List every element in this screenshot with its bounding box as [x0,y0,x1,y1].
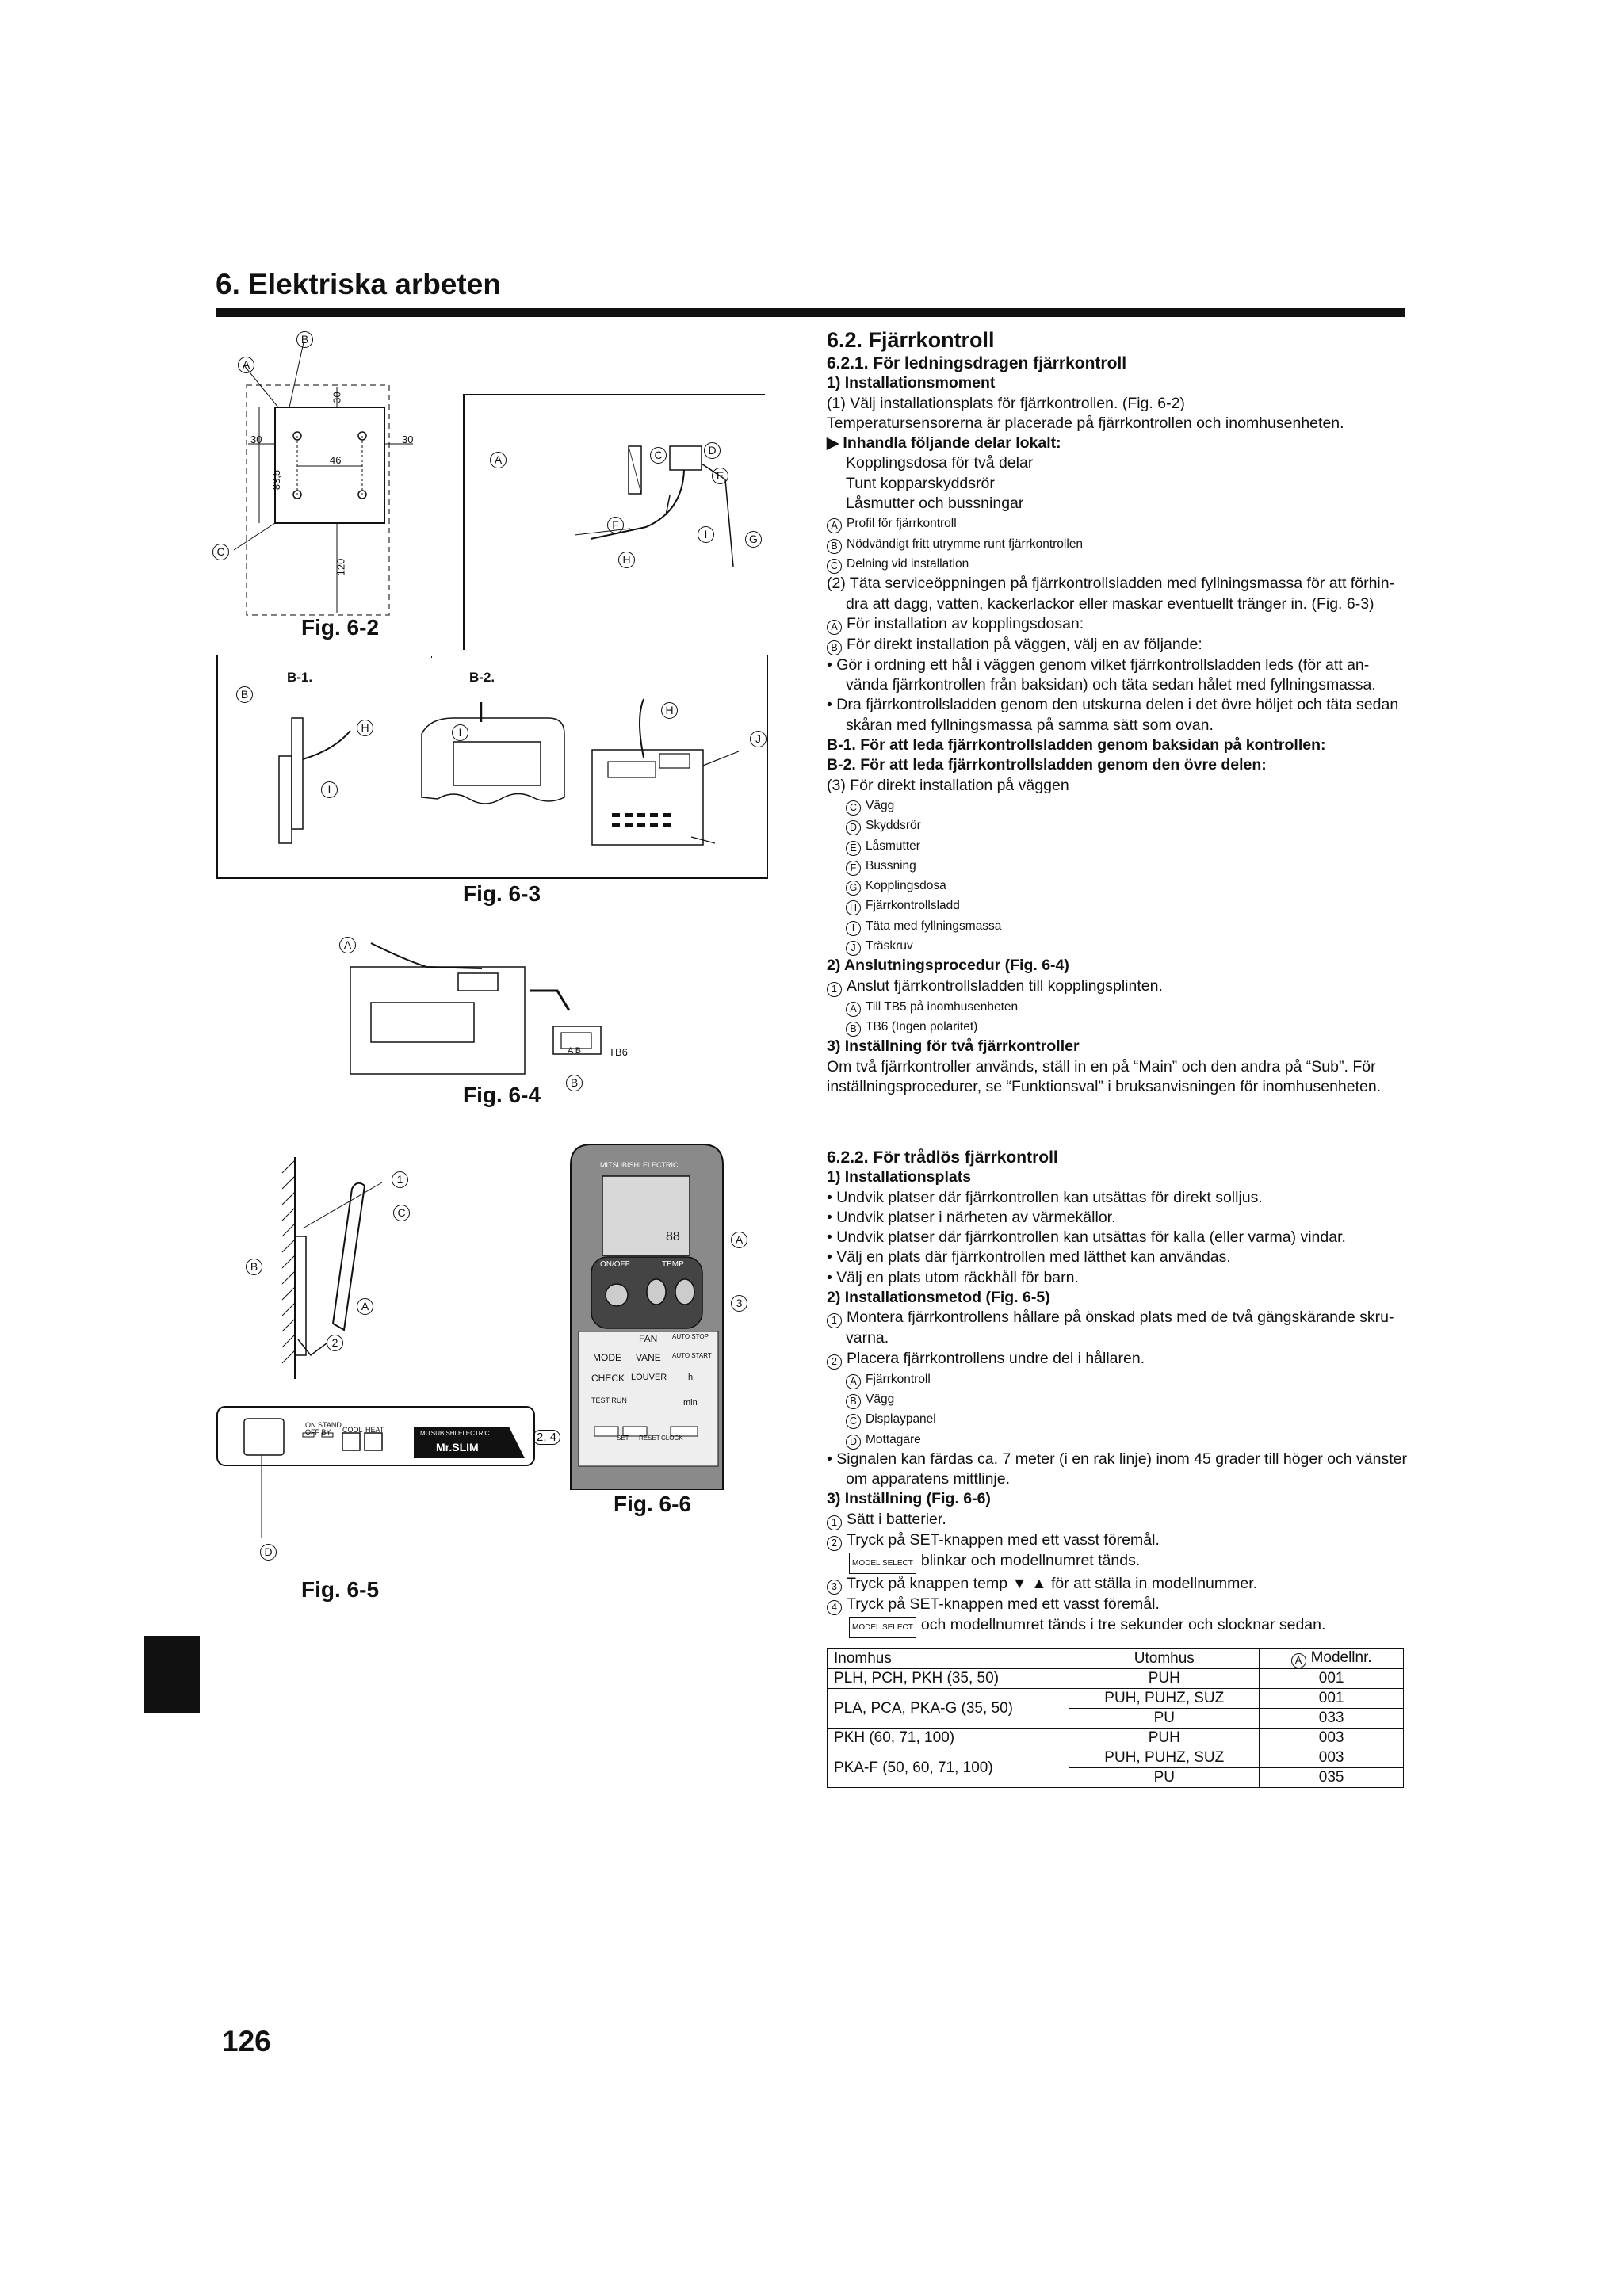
remote-test-run[interactable]: TEST RUN [591,1396,627,1404]
legend-item: Skyddsrör [866,819,921,833]
legend-item: Till TB5 på inomhusenheten [866,999,1019,1014]
figure-label: Fig. 6-3 [463,881,541,906]
cell: 003 [1260,1748,1404,1768]
table-row [828,1748,1404,1768]
marker-c: C [650,447,667,464]
fig-6-3-frame [216,655,770,884]
remote-reset[interactable]: RESET [639,1435,660,1442]
receiver-cool: COOL [342,1426,363,1434]
marker-2-4: 2, 4 [533,1430,560,1445]
remote-auto-start[interactable]: AUTO START [672,1352,712,1359]
bullet: Signalen kan färdas ca. 7 meter (i en rak linje) inom 45 grader till höger och vänster [836,1450,1407,1468]
bullet: Undvik platser i närheten av värmekällor. [836,1208,1116,1226]
section-6-2-2: 6.2.2. För trådlös fjärrkontroll 1) Installationsplats • Undvik platser där fjärrkontrollen kan utsättas för direkt solljus. • Undvik platser i närheten av värmekällor. • Undvik platser där fjärrkontrollen kan utsättas för kalla (eller varma) vindar. • Välj en plats där fjärrkontrollen med lätthet kan användas. • Välj en plats utom räckhåll för barn. 2) Installationsmetod (Fig. 6-5) 1 Montera fjärrkontrollens hållare på önskad plats med de två gängskärande skru- varna. 2 Placera fjärrkontrollens undre del i hållaren. A Fjärrkontroll B Vägg C Displaypanel D Mottagare • Signalen kan färdas ca. 7 meter (i en rak linje) inom 45 grader till höger och vänster om apparatens mittlinje. 3) Inställning (Fig. 6-6) 1 Sätt i batterier. 2 Tryck på SET-knappen med ett vasst föremål. MODEL SELECT blinkar och modellnumret tänds. 3 Tryck på knappen temp ▼ ▲ för att ställa in modellnummer. 4 Tryck på SET-knappen med ett vasst föremål. MODEL SELECT och modellnumret tänds i tre sekunder och slocknar sedan. [827,1148,1405,1638]
bullet: Undvik platser där fjärrkontrollen kan utsättas för kalla (eller varma) vindar. [836,1228,1346,1247]
section-title: 6. Elektriska arbeten [216,268,501,300]
cell: PUH, PUHZ, SUZ [1069,1689,1260,1709]
paragraph: Temperatursensorerna är placerade på fjärrkontrollen och inomhusenheten. [827,414,1344,432]
figure-label: Fig. 6-2 [301,615,380,640]
cell: PU [1069,1768,1260,1788]
bullet: Dra fjärrkontrollsladden genom den utskurna delen i det övre höljet och täta sedan [836,696,1399,714]
paragraph: För installation av kopplingsdosan: [847,614,1084,632]
remote-onoff: ON/OFF [600,1260,630,1269]
marker-a: A [731,1232,747,1248]
marker-b: B [296,331,313,348]
table-row [828,1689,1404,1709]
marker-j: J [750,731,767,747]
step-heading: 3) Inställning för två fjärrkontroller [827,1037,1080,1056]
model-number-table [827,1648,1404,1788]
list-item: Kopplingsdosa för två delar [846,454,1034,472]
paragraph: (1) Välj installationsplats för fjärrkontrollen. (Fig. 6-2) [827,394,1185,412]
cell: PUH, PUHZ, SUZ [1069,1748,1260,1768]
paragraph: Tryck på knappen temp [847,1575,1008,1593]
step-heading: 2) Installationsmetod (Fig. 6-5) [827,1289,1050,1307]
marker-b: B [566,1075,583,1091]
terminal-label: TB6 [609,1046,628,1058]
dim-label: 30 [402,434,414,445]
paragraph: (3) För direkt installation på väggen [827,776,1069,794]
marker-a: A [490,452,507,468]
dim-label: 30 [250,434,262,445]
subheading: 6.2.2. För trådlös fjärrkontroll [827,1148,1058,1167]
table-row [828,1669,1404,1689]
receiver-on-standby: ON STAND [305,1421,342,1429]
marker-3: 3 [731,1295,747,1312]
dim-label: 83,5 [270,469,283,491]
paragraph: För direkt installation på väggen, välj en av följande: [847,635,1202,653]
marker-a: A [238,357,254,373]
legend-item: Fjärrkontrollsladd [866,899,960,913]
section-divider [216,308,1405,317]
remote-louver[interactable]: LOUVER [631,1373,667,1382]
marker-i: I [452,724,468,741]
legend-item: Vägg [866,1392,895,1406]
paragraph: Anslut fjärrkontrollsladden till kopplingsplinten. [847,976,1163,995]
cell: 001 [1260,1689,1404,1709]
marker-h: H [661,702,678,719]
bullet-cont: om apparatens mittlinje. [846,1470,1011,1488]
legend-item: Vägg [866,798,895,812]
legend-item: Mottagare [866,1432,921,1446]
subheading: 6.2.1. För ledningsdragen fjärrkontroll [827,354,1127,372]
header-cell: A Modellnr. [1260,1649,1404,1669]
b2-heading: B-2. För att leda fjärrkontrollsladden genom den övre delen: [827,756,1267,774]
cell: 033 [1260,1709,1404,1729]
dim-label: 46 [330,454,342,466]
cell: PLA, PCA, PKA-G (35, 50) [828,1689,1069,1729]
legend-item: Nödvändigt fritt utrymme runt fjärrkontrollen [847,537,1084,551]
remote-fan[interactable]: FAN [639,1333,658,1344]
list-item: Låsmutter och bussningar [846,495,1024,513]
marker-a: A [357,1298,373,1315]
receiver-model: Mr.SLIM [436,1441,479,1454]
marker-a: A [339,937,356,953]
paragraph: och modellnumret tänds i tre sekunder och slocknar sedan. [920,1616,1326,1634]
terminal-ab: A B [568,1046,582,1056]
receiver-off-by: OFF BY [305,1428,331,1436]
temp-down-icon: ▼ [1011,1575,1027,1593]
marker-b: B [246,1259,262,1275]
marker-i: I [321,781,338,798]
legend-item: TB6 (Ingen polaritet) [866,1019,978,1033]
fig-6-2-wall-box [432,392,765,662]
cell: 003 [1260,1729,1404,1748]
cell: PUH [1069,1669,1260,1689]
cell: PUH [1069,1729,1260,1748]
figure-label: Fig. 6-6 [614,1492,692,1516]
model-select-tag: MODEL SELECT [849,1617,916,1638]
fig-6-5-diagram [216,1141,549,1538]
paragraph: Om två fjärrkontroller används, ställ in en på “Main” och den andra på “Sub”. För [827,1057,1376,1075]
remote-clock[interactable]: CLOCK [661,1435,683,1442]
bullet: Välj en plats där fjärrkontrollen med lätthet kan användas. [836,1248,1231,1266]
paragraph: för att ställa in modellnummer. [1050,1575,1258,1593]
remote-auto-stop[interactable]: AUTO STOP [672,1333,709,1340]
legend-item: Displaypanel [866,1412,936,1427]
cell: PKA-F (50, 60, 71, 100) [828,1748,1069,1788]
paragraph: Tryck på SET-knappen med ett vasst föremål. [847,1530,1160,1549]
dim-label: 30 [331,392,343,403]
bullet: Gör i ordning ett hål i väggen genom vilket fjärrkontrollsladden leds (för att an- [836,655,1370,674]
paragraph: blinkar och modellnumret tänds. [920,1551,1141,1569]
cell: PLH, PCH, PKH (35, 50) [828,1669,1069,1689]
remote-min: min [683,1398,698,1408]
remote-set[interactable]: SET [617,1435,629,1442]
remote-h: h [688,1373,694,1382]
header-cell: Utomhus [1069,1649,1260,1669]
temp-up-icon: ▲ [1031,1575,1047,1593]
bullet-cont: skåran med fyllningsmassa på samma sätt som ovan. [846,716,1214,734]
marker-2: 2 [327,1335,343,1351]
buy-heading-text: Inhandla följande delar lokalt: [843,434,1061,453]
marker-f: F [607,517,624,533]
figure-label: Fig. 6-4 [463,1083,541,1107]
table-row [828,1729,1404,1748]
figure-label: Fig. 6-5 [301,1577,380,1602]
marker-d: D [260,1544,277,1561]
step-heading: 1) Installationsplats [827,1168,972,1186]
legend-item: Täta med fyllningsmassa [866,919,1002,933]
legend-item: Träskruv [866,939,913,953]
cell: PKH (60, 71, 100) [828,1729,1069,1748]
remote-temp: TEMP [662,1260,684,1269]
receiver-heat: HEAT [365,1426,384,1434]
remote-mode[interactable]: MODE [593,1352,621,1363]
paragraph: Placera fjärrkontrollens undre del i hållaren. [847,1349,1145,1367]
legend-item: Delning vid installation [847,556,969,571]
step-heading: 1) Installationsmoment [827,374,996,392]
legend-item: Bussning [866,858,916,873]
cell: 035 [1260,1768,1404,1788]
marker-1: 1 [392,1171,408,1188]
marker-h: H [357,720,373,736]
marker-c: C [393,1205,410,1221]
paragraph: Tryck på SET-knappen med ett vasst föremål. [847,1595,1160,1614]
language-tab-marker [144,1636,200,1713]
receiver-brand: MITSUBISHI ELECTRIC [420,1430,490,1437]
list-item: Tunt kopparskyddsrör [846,474,995,492]
bullet: Undvik platser där fjärrkontrollen kan utsättas för direkt solljus. [836,1188,1263,1206]
legend-item: Låsmutter [866,839,920,853]
cell: 001 [1260,1669,1404,1689]
dim-label: 120 [335,558,347,576]
marker-g: G [745,531,762,548]
step-heading: 2) Anslutningsprocedur (Fig. 6-4) [827,957,1069,975]
marker-h: H [618,552,635,568]
heading: 6.2. Fjärrkontroll [827,328,995,352]
legend-item: Profil för fjärrkontroll [847,517,957,531]
remote-check[interactable]: CHECK [591,1373,625,1384]
remote-display: 88 [666,1230,680,1244]
step-heading: 3) Inställning (Fig. 6-6) [827,1490,991,1508]
paragraph: inställningsprocedurer, se “Funktionsval” i bruksanvisningen för inomhusenheten. [827,1077,1382,1095]
legend-item: Fjärrkontroll [866,1372,931,1386]
paragraph: Montera fjärrkontrollens hållare på önskad plats med de två gängskärande skru- [847,1308,1394,1327]
paragraph: dra att dagg, vatten, kackerlackor eller maskar eventuellt tränger in. (Fig. 6-3) [846,594,1374,613]
paragraph: varna. [846,1329,889,1347]
remote-brand: MITSUBISHI ELECTRIC [600,1161,679,1169]
marker-i: I [698,526,714,543]
b1-heading: B-1. För att leda fjärrkontrollsladden genom baksidan på kontrollen: [827,736,1326,755]
legend-item: Kopplingsdosa [866,879,946,893]
marker-b: B [236,686,253,703]
header-cell: Inomhus [828,1649,1069,1669]
marker-d: D [704,442,721,459]
header-text: Modellnr. [1310,1649,1372,1666]
sub-label-b1: B-1. [287,670,313,685]
marker-e: E [712,468,728,484]
buy-list-heading: ▶ Inhandla följande delar lokalt: [827,434,1061,453]
bullet: Välj en plats utom räckhåll för barn. [836,1268,1079,1286]
paragraph: (2) Täta serviceöppningen på fjärrkontrollsladden med fyllningsmassa för att förhin- [827,575,1395,593]
model-select-tag: MODEL SELECT [849,1553,916,1574]
remote-vane[interactable]: VANE [636,1352,661,1363]
section-6-2-1: 6.2. Fjärrkontroll 6.2.1. För ledningsdragen fjärrkontroll 1) Installationsmoment (1) Välj installationsplats för fjärrkontrollen. (Fig. 6-2) Temperatursensorerna är placerade på fjärrkontrollen och inomhusenheten. ▶ Inhandla följande delar lokalt: Kopplingsdosa för två delar Tunt kopparskyddsrör Låsmutter och bussningar A Profil för fjärrkontroll B Nödvändigt fritt utrymme runt fjärrkontrollen C Delning vid installation (2) Täta serviceöppningen på fjärrkontrollsladden med fyllningsmassa för att förhin- dra att dagg, vatten, kackerlackor eller maskar eventuellt tränger in. (Fig. 6-3) A För installation av kopplingsdosan: B För direkt installation på väggen, välj en av följande: • Gör i ordning ett hål i väggen genom vilket fjärrkontrollsladden leds (för att an- vända fjärrkontrollen från baksidan) och täta sedan hålet med fyllningsmassa. • Dra fjärrkontrollsladden genom den utskurna delen i det övre höljet och täta sedan skåran med fyllningsmassa på samma sätt som ovan. B-1. För att leda fjärrkontrollsladden genom baksidan på kontrollen: B-2. För att leda fjärrkontrollsladden genom den övre delen: (3) För direkt installation på väggen C Vägg D Skyddsrör E Låsmutter F Bussning G Kopplingsdosa H Fjärrkontrollsladd I Täta med fyllningsmassa J Träskruv 2) Anslutningsprocedur (Fig. 6-4) 1 Anslut fjärrkontrollsladden till kopplingsplinten. A Till TB5 på inomhusenheten B TB6 (Ingen polaritet) 3) Inställning för två fjärrkontroller Om två fjärrkontroller används, ställ in en på “Main” och den andra på “Sub”. För inställningsprocedurer, se “Funktionsval” i bruksanvisningen för inomhusenheten. [827,327,1405,1097]
page-number: 126 [222,2025,271,2057]
marker-c: C [212,544,229,560]
paragraph: Sätt i batterier. [847,1510,946,1528]
fig-6-2-diagram [202,325,432,642]
cell: PU [1069,1709,1260,1729]
bullet-cont: vända fjärrkontrollen från baksidan) och täta sedan hålet med fyllningsmassa. [846,676,1376,694]
sub-label-b2: B-2. [469,670,495,685]
table-header-row [828,1649,1404,1669]
